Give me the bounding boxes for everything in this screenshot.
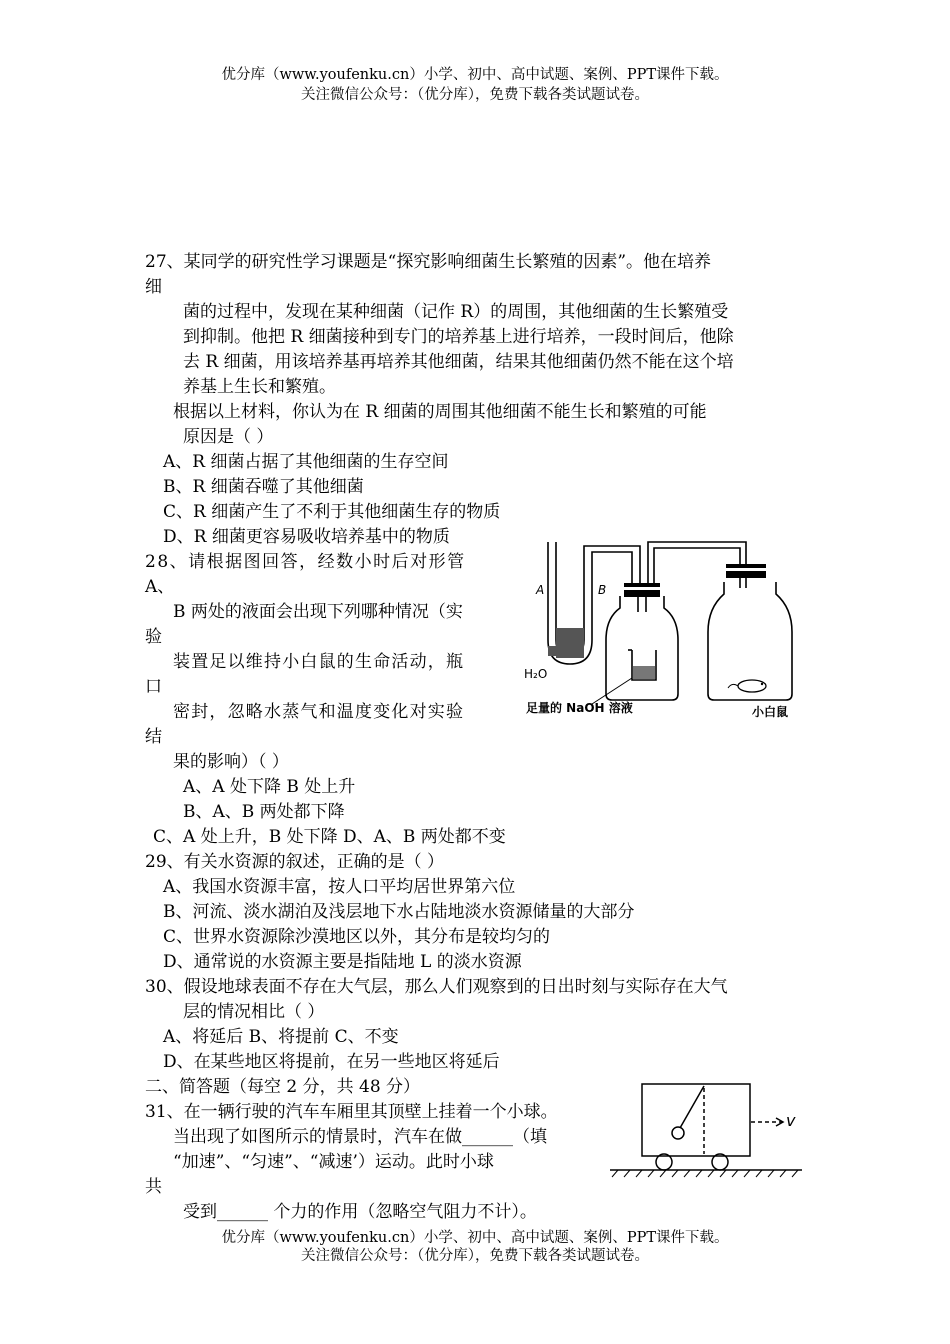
page-footer-line1: 优分库（www.youfenku.cn）小学、初中、高中试题、案例、PPT课件下载。 xyxy=(221,1230,729,1246)
ball-icon xyxy=(672,1127,684,1139)
q28-stem-line1: 28、请根据图回答，经数小时后对形管 xyxy=(145,552,466,572)
q27-option-d: D、R 细菌更容易吸收培养基中的物质 xyxy=(163,527,450,547)
q29-option-d: D、通常说的水资源主要是指陆地 L 的淡水资源 xyxy=(163,952,522,972)
q31-stem-line5: 受到______ 个力的作用（忽略空气阻力不计）。 xyxy=(183,1202,537,1222)
cart-body xyxy=(642,1084,750,1156)
label-mouse: 小白鼠 xyxy=(752,705,789,719)
q27-stem-line1: 27、某同学的研究性学习课题是“探究影响细菌生长繁殖的因素”。他在培养 xyxy=(145,252,712,272)
q31-stem-line3: “加速”、“匀速”、“减速’）运动。此时小球 xyxy=(173,1152,494,1172)
label-b: B xyxy=(598,583,607,597)
q28-stem-line2: A、 xyxy=(145,577,175,597)
q31-cart-figure xyxy=(606,1078,806,1182)
q29-option-b: B、河流、淡水湖泊及浅层地下水占陆地淡水资源储量的大部分 xyxy=(163,902,635,922)
q28-apparatus-figure xyxy=(520,528,810,728)
q27-option-c: C、R 细菌产生了不利于其他细菌生存的物质 xyxy=(163,502,501,522)
q28-stem-line8: 结 xyxy=(145,727,162,747)
q27-option-b: B、R 细菌吞噬了其他细菌 xyxy=(163,477,364,497)
q31-stem-line4: 共 xyxy=(145,1177,162,1197)
naoh-solution xyxy=(633,666,655,679)
section2-title: 二、简答题（每空 2 分，共 48 分） xyxy=(145,1077,421,1097)
q28-option-c-d: C、A 处上升，B 处下降 D、A、B 两处都不变 xyxy=(153,827,506,847)
q28-stem-line3: B 两处的液面会出现下列哪种情况（实 xyxy=(173,602,463,622)
q27-stem-line5: 去 R 细菌，用该培养基再培养其他细菌，结果其他细菌仍然不能在这个培 xyxy=(183,352,734,372)
label-a: A xyxy=(536,583,545,597)
q30-stem-line2: 层的情况相比（ ） xyxy=(183,1002,325,1022)
q30-option-a-b-c: A、将延后 B、将提前 C、不变 xyxy=(163,1027,399,1047)
page-header-line1: 优分库（www.youfenku.cn）小学、初中、高中试题、案例、PPT课件下载。 xyxy=(221,67,729,83)
label-water: H₂O xyxy=(524,667,548,681)
q27-stem-line8: 原因是（ ） xyxy=(183,427,274,447)
q29-stem: 29、有关水资源的叙述，正确的是（ ） xyxy=(145,852,445,872)
q27-stem-line2: 细 xyxy=(145,277,162,297)
page-header-line2: 关注微信公众号：（优分库），免费下载各类试题试卷。 xyxy=(301,87,649,103)
bottle1-stopper-band xyxy=(624,587,660,590)
q27-stem-line3: 菌的过程中，发现在某种细菌（记作 R）的周围，其他细菌的生长繁殖受 xyxy=(183,302,729,322)
naoh-bottle xyxy=(606,596,678,700)
q28-stem-line9: 果的影响）（ ） xyxy=(173,752,289,772)
q27-option-a: A、R 细菌占据了其他细菌的生存空间 xyxy=(163,452,449,472)
q28-stem-line4: 验 xyxy=(145,627,162,647)
u-tube-water xyxy=(556,628,584,658)
q27-stem-line7: 根据以上材料，你认为在 R 细菌的周围其他细菌不能生长和繁殖的可能 xyxy=(173,402,707,422)
q28-stem-line5: 装置足以维持小白鼠的生命活动，瓶 xyxy=(173,652,465,672)
q29-option-a: A、我国水资源丰富，按人口平均居世界第六位 xyxy=(163,877,516,897)
q31-stem-line1: 31、在一辆行驶的汽车车厢里其顶壁上挂着一个小球。 xyxy=(145,1102,558,1122)
label-naoh: 足量的 NaOH 溶液 xyxy=(526,701,633,715)
velocity-label: v xyxy=(786,1111,796,1130)
q30-option-d: D、在某些地区将提前，在另一些地区将延后 xyxy=(163,1052,500,1072)
q31-stem-line2: 当出现了如图所示的情景时，汽车在做______（填 xyxy=(173,1127,547,1147)
mouse-icon xyxy=(738,680,766,692)
q30-stem-line1: 30、假设地球表面不存在大气层，那么人们观察到的日出时刻与实际存在大气 xyxy=(145,977,728,997)
q28-stem-line7: 密封，忽略水蒸气和温度变化对实验 xyxy=(173,702,465,722)
q27-stem-line6: 养基上生长和繁殖。 xyxy=(183,377,336,397)
q28-option-a: A、A 处下降 B 处上升 xyxy=(183,777,356,797)
q28-stem-line6: 口 xyxy=(145,677,162,697)
q27-stem-line4: 到抑制。他把 R 细菌接种到专门的培养基上进行培养，一段时间后，他除 xyxy=(183,327,734,347)
ball-string xyxy=(680,1086,704,1128)
page-footer-line2: 关注微信公众号：（优分库），免费下载各类试题试卷。 xyxy=(301,1248,649,1264)
q29-option-c: C、世界水资源除沙漠地区以外，其分布是较均匀的 xyxy=(163,927,551,947)
q28-option-b: B、A、B 两处都下降 xyxy=(183,802,345,822)
